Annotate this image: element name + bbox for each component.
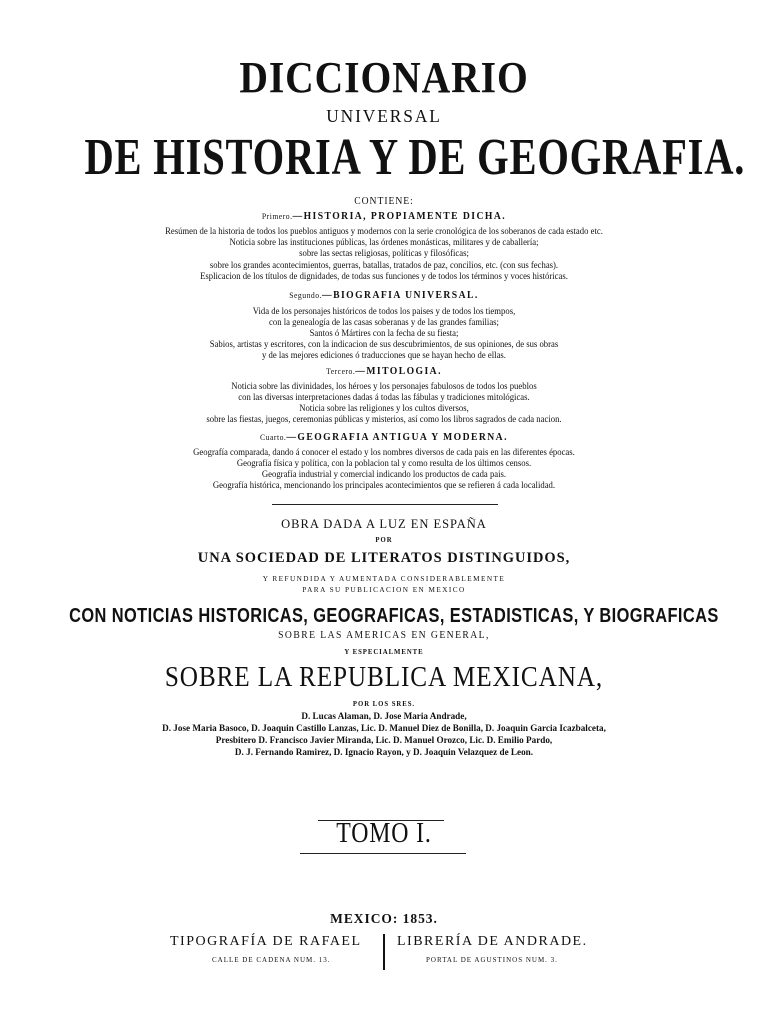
publicacion-line: PARA SU PUBLICACION EN MEXICO	[302, 585, 466, 594]
section-line: Geografía industrial y comercial indicando los productos de cada pais.	[261, 469, 507, 479]
section-line: Santos ó Mártires con la fecha de su fiesta;	[309, 328, 459, 338]
obra-dada-line: OBRA DADA A LUZ EN ESPAÑA	[281, 516, 487, 531]
section-line: sobre las fiestas, juegos, ceremonias públicas y misterios, así como los libros sagrados de cada nacion.	[206, 414, 562, 424]
authors-line: Presbitero D. Francisco Javier Miranda, Lic. D. Manuel Orozco, Lic. D. Emilio Pardo,	[215, 736, 553, 746]
bookseller-name: LIBRERÍA DE ANDRADE.	[397, 934, 588, 949]
section-title: —MITOLOGIA.	[355, 366, 442, 377]
section-ordinal: Tercero.	[326, 367, 356, 376]
title-historia-geografia: DE HISTORIA Y DE GEOGRAFIA.	[84, 129, 746, 186]
republica-line: SOBRE LA REPUBLICA MEXICANA,	[164, 662, 604, 693]
divider-rule	[272, 504, 498, 505]
section-line: Sabios, artistas y escritores, con la indicacion de sus descubrimientos, de sus opiniones, de sus obras	[209, 339, 559, 349]
printer-name: TIPOGRAFÍA DE RAFAEL	[170, 934, 362, 949]
section-heading-biografia	[14, 290, 754, 301]
section-line: Noticia sobre las divinidades, los héroes y los personajes fabulosos de todos los pueblos	[231, 381, 537, 391]
tomo-label: TOMO I.	[336, 818, 432, 849]
section-ordinal: Segundo.	[289, 291, 323, 300]
section-heading-geografia	[14, 432, 754, 443]
section-line: sobre los grandes acontecimientos, guerras, batallas, tratados de paz, concilios, etc. (con sus fechas).	[209, 260, 559, 270]
section-line: Esplicacion de los títulos de dignidades, de todas sus funciones y de todos los términos y voces históricas.	[200, 271, 568, 281]
contiene-label: CONTIENE:	[354, 196, 414, 207]
section-line: Vida de los personajes históricos de todos los paises y de todos los tiempos,	[252, 306, 516, 316]
section-line: con la genealogía de las casas soberanas y de las grandes familias;	[269, 317, 499, 327]
por-line: POR	[375, 536, 393, 544]
noticias-line: CON NOTICIAS HISTORICAS, GEOGRAFICAS, ESTADISTICAS, Y BIOGRAFICAS	[69, 605, 719, 627]
authors-line: D. Jose Maria Basoco, D. Joaquin Castillo Lanzas, Lic. D. Manuel Diez de Bonilla, D. Joaquin Garcia Icazbalceta,	[162, 724, 606, 734]
section-title: —BIOGRAFIA UNIVERSAL.	[322, 290, 479, 301]
title-diccionario: DICCIONARIO	[239, 53, 529, 102]
americas-line: SOBRE LAS AMERICAS EN GENERAL,	[278, 630, 490, 641]
tomo-rule-bottom	[300, 853, 466, 854]
por-los-line: POR LOS SRES.	[352, 700, 416, 708]
section-title: —GEOGRAFIA ANTIGUA Y MODERNA.	[286, 432, 508, 443]
section-line: y de las mejores ediciones ó traducciones que se hayan hecho de ellas.	[262, 350, 506, 360]
sociedad-line: UNA SOCIEDAD DE LITERATOS DISTINGUIDOS,	[197, 550, 571, 566]
title-universal: UNIVERSAL	[326, 106, 442, 126]
section-ordinal: Cuarto.	[260, 433, 287, 442]
refundida-line: Y REFUNDIDA Y AUMENTADA CONSIDERABLEMENTE	[262, 574, 506, 583]
section-heading-historia	[14, 211, 754, 222]
section-title: —HISTORIA, PROPIAMENTE DICHA.	[292, 211, 507, 222]
printer-address: CALLE DE CADENA NUM. 13.	[212, 956, 331, 964]
section-line: Geografía histórica, mencionando los principales acontecimientos que se refieren á cada localidad.	[212, 480, 556, 490]
authors-line: D. J. Fernando Ramirez, D. Ignacio Rayon, y D. Joaquin Velazquez de Leon.	[234, 748, 534, 758]
section-line: con las diversas interpretaciones dadas á todas las fábulas y tradiciones mitológicas.	[238, 392, 530, 402]
especialmente-line: Y ESPECIALMENTE	[344, 648, 424, 656]
section-line: Noticia sobre las religiones y los cultos diversos,	[299, 403, 469, 413]
section-line: Geografía comparada, dando á conocer el estado y los nombres diversos de cada pais en las diferentes épocas.	[193, 447, 575, 457]
section-ordinal: Primero.	[261, 212, 293, 221]
bookseller-address: PORTAL DE AGUSTINOS NUM. 3.	[426, 956, 558, 964]
section-line: Noticia sobre las instituciones públicas, las órdenes monásticas, militares y de caballería;	[229, 237, 539, 247]
imprint-separator	[383, 934, 385, 970]
section-line: Resúmen de la historia de todos los pueblos antiguos y modernos con la serie cronológica de los soberanos de cada estado etc.	[165, 226, 603, 236]
section-heading-mitologia	[14, 366, 754, 377]
section-line: Geografía física y política, con la poblacion tal y como resulta de los últimos censos.	[236, 458, 532, 468]
authors-line: D. Lucas Alaman, D. Jose Maria Andrade,	[301, 712, 467, 722]
place-year: MEXICO: 1853.	[330, 912, 438, 927]
section-line: sobre las sectas religiosas, políticas y filosóficas;	[299, 248, 469, 258]
